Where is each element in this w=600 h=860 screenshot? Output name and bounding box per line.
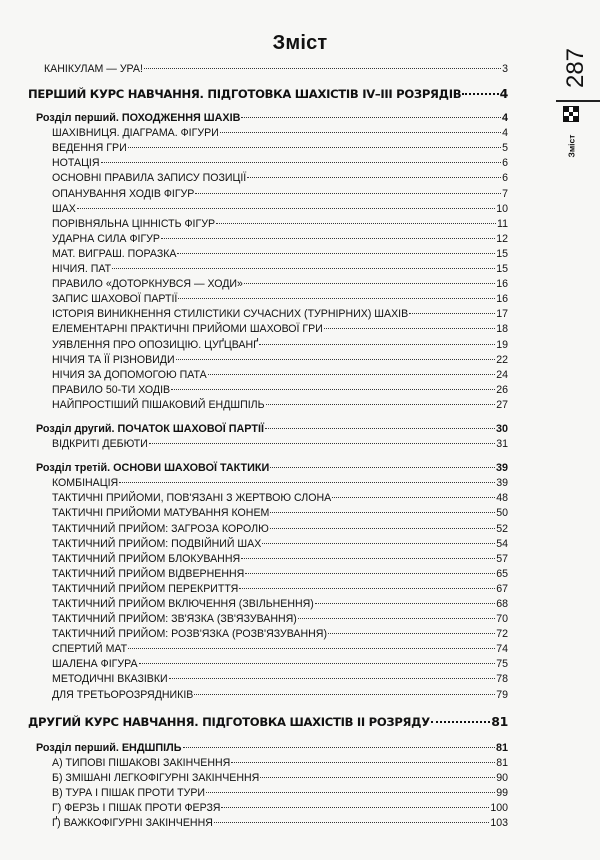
toc-item[interactable] xyxy=(28,672,508,687)
entry-page: 31 xyxy=(496,438,508,451)
toc-item[interactable] xyxy=(28,292,508,307)
dot-leader xyxy=(177,253,495,254)
entry-title: ЗАПИС ШАХОВОЇ ПАРТІЇ xyxy=(52,293,178,306)
table-of-contents xyxy=(28,62,508,831)
dot-leader xyxy=(208,374,496,375)
toc-item[interactable] xyxy=(28,506,508,521)
dot-leader xyxy=(270,512,495,513)
dot-leader xyxy=(195,193,501,194)
dot-leader xyxy=(128,147,501,148)
entry-page: 19 xyxy=(496,338,508,351)
dot-leader xyxy=(128,648,495,649)
toc-section-p1s3[interactable] xyxy=(28,461,508,476)
entry-page: 70 xyxy=(496,613,508,626)
entry-page: 15 xyxy=(496,263,508,276)
dot-leader xyxy=(161,238,495,239)
section-page: 30 xyxy=(495,422,508,435)
part-page: 4 xyxy=(499,86,508,102)
toc-item[interactable] xyxy=(28,756,508,771)
entry-title: ТАКТИЧНИЙ ПРИЙОМ: РОЗВ'ЯЗКА (РОЗВ'ЯЗУВАННЯ) xyxy=(52,628,327,641)
toc-item[interactable] xyxy=(28,627,508,642)
entry-title: НАЙПРОСТІШИЙ ПІШАКОВИЙ ЕНДШПІЛЬ xyxy=(52,398,265,411)
section-items-p1s1 xyxy=(28,126,508,413)
entry-title: ПРАВИЛО «ДОТОРКНУВСЯ — ХОДИ» xyxy=(52,278,243,291)
toc-item[interactable] xyxy=(28,232,508,247)
entry-page: 26 xyxy=(496,383,508,396)
entry-page: 103 xyxy=(490,817,508,830)
toc-item[interactable] xyxy=(28,522,508,537)
dot-leader xyxy=(431,721,490,723)
entry-title: УДАРНА СИЛА ФІГУР xyxy=(52,232,160,245)
entry-title: ТАКТИЧНІ ПРИЙОМИ, ПОВ'ЯЗАНІ З ЖЕРТВОЮ СЛОНА xyxy=(52,492,332,505)
entry-title: ІСТОРІЯ ВИНИКНЕННЯ СТИЛІСТИКИ СУЧАСНИХ (ТУРНІРНИХ) ШАХІВ xyxy=(52,308,409,321)
entry-page: 72 xyxy=(496,628,508,641)
dot-leader xyxy=(101,162,502,163)
dot-leader xyxy=(241,117,501,118)
toc-item[interactable] xyxy=(28,353,508,368)
entry-title: ТАКТИЧНИЙ ПРИЙОМ ВКЛЮЧЕННЯ (ЗВІЛЬНЕННЯ) xyxy=(52,598,314,610)
entry-title: УЯВЛЕННЯ ПРО ОПОЗИЦІЮ. ЦУҐЦВАНҐ xyxy=(52,338,259,351)
dot-leader xyxy=(270,467,495,468)
toc-item[interactable] xyxy=(28,322,508,337)
entry-page: 24 xyxy=(496,368,508,381)
dot-leader xyxy=(216,223,496,224)
page-edge-tab xyxy=(556,40,596,180)
part-title: ПЕРШИЙ КУРС НАВЧАННЯ. ПІДГОТОВКА ШАХІСТІВ IV–III РОЗРЯДІВ xyxy=(28,87,462,102)
entry-page: 79 xyxy=(496,688,508,701)
entry-page: 67 xyxy=(496,582,508,595)
toc-item[interactable] xyxy=(28,247,508,262)
dot-leader xyxy=(183,747,495,748)
entry-title: Ґ) ВАЖКОФІГУРНІ ЗАКІНЧЕННЯ xyxy=(52,817,213,830)
section-title: Розділ перший. ПОХОДЖЕННЯ ШАХІВ xyxy=(36,112,241,125)
entry-title: ТАКТИЧНИЙ ПРИЙОМ: ЗВ'ЯЗКА (ЗВ'ЯЗУВАННЯ) xyxy=(52,613,297,626)
toc-item[interactable] xyxy=(28,491,508,506)
entry-title: НІЧИЯ. ПАТ xyxy=(52,263,112,276)
dot-leader xyxy=(239,588,495,589)
dot-leader xyxy=(244,283,495,284)
entry-page: 17 xyxy=(496,308,508,321)
section-page: 4 xyxy=(501,112,508,125)
entry-title: ТАКТИЧНИЙ ПРИЙОМ: ПОДВІЙНИЙ ШАХ xyxy=(52,537,262,550)
section-title: Розділ перший. ЕНДШПІЛЬ xyxy=(36,741,182,754)
entry-page: 4 xyxy=(502,127,508,140)
entry-title: В) ТУРА І ПІШАК ПРОТИ ТУРИ xyxy=(52,786,206,799)
part-page: 81 xyxy=(491,713,508,729)
toc-item[interactable] xyxy=(28,597,508,612)
dot-leader xyxy=(178,298,495,299)
dot-leader xyxy=(259,344,495,345)
entry-page: 65 xyxy=(496,567,508,580)
toc-section-p1s2[interactable] xyxy=(28,422,508,437)
dot-leader xyxy=(245,573,495,574)
toc-item[interactable] xyxy=(28,217,508,232)
dot-leader xyxy=(119,482,495,483)
page-title: Зміст xyxy=(272,32,328,54)
toc-item[interactable] xyxy=(28,202,508,217)
entry-title: ТАКТИЧНИЙ ПРИЙОМ ВІДВЕРНЕННЯ xyxy=(52,567,245,580)
dot-leader xyxy=(262,543,495,544)
dot-leader xyxy=(266,404,496,405)
toc-item[interactable] xyxy=(28,187,508,202)
toc-item[interactable] xyxy=(28,307,508,322)
entry-title: ТАКТИЧНИЙ ПРИЙОМ БЛОКУВАННЯ xyxy=(52,552,241,565)
entry-title: А) ТИПОВІ ПІШАКОВІ ЗАКІНЧЕННЯ xyxy=(52,756,231,769)
entry-page: 68 xyxy=(496,598,508,610)
toc-item[interactable] xyxy=(28,126,508,141)
section-items-p2s1 xyxy=(28,756,508,831)
toc-item[interactable] xyxy=(28,657,508,672)
entry-page: 3 xyxy=(502,63,508,75)
toc-part-1[interactable] xyxy=(28,84,508,104)
entry-page: 90 xyxy=(496,771,508,784)
entry-page: 15 xyxy=(496,247,508,260)
entry-title: ЕЛЕМЕНТАРНІ ПРАКТИЧНІ ПРИЙОМИ ШАХОВОЇ ГРИ xyxy=(52,323,323,336)
entry-page: 39 xyxy=(496,477,508,490)
dot-leader xyxy=(298,618,495,619)
entry-title: МЕТОДИЧНІ ВКАЗІВКИ xyxy=(52,673,168,686)
entry-page: 6 xyxy=(502,172,508,185)
entry-page: 5 xyxy=(502,142,508,155)
toc-item[interactable] xyxy=(28,171,508,186)
section-items-p1s2 xyxy=(28,437,508,452)
entry-page: 27 xyxy=(496,398,508,411)
section-items-p1s3 xyxy=(28,476,508,702)
dot-leader xyxy=(144,68,501,69)
section-page: 39 xyxy=(495,462,508,475)
dot-leader xyxy=(77,208,495,209)
dot-leader xyxy=(265,428,495,429)
entry-title: МАТ. ВИГРАШ. ПОРАЗКА xyxy=(52,247,177,260)
toc-item[interactable] xyxy=(28,688,508,703)
entry-title: СПЕРТИЙ МАТ xyxy=(52,643,128,656)
entry-page: 52 xyxy=(496,522,508,535)
toc-item[interactable] xyxy=(28,552,508,567)
dot-leader xyxy=(332,497,495,498)
toc-item[interactable] xyxy=(28,277,508,292)
entry-title: ПРАВИЛО 50-ТИ ХОДІВ xyxy=(52,383,171,396)
toc-item[interactable] xyxy=(28,156,508,171)
entry-title: ШАЛЕНА ФІГУРА xyxy=(52,658,138,671)
toc-item[interactable] xyxy=(28,567,508,582)
page-number: 287 xyxy=(562,47,590,89)
dot-leader xyxy=(139,663,496,664)
side-label: Зміст xyxy=(566,134,576,158)
dot-leader xyxy=(112,268,495,269)
entry-title: НОТАЦІЯ xyxy=(52,157,100,170)
toc-item[interactable] xyxy=(28,537,508,552)
entry-title: ТАКТИЧНИЙ ПРИЙОМ: ЗАГРОЗА КОРОЛЮ xyxy=(52,522,269,535)
toc-item[interactable] xyxy=(28,642,508,657)
entry-page: 50 xyxy=(496,507,508,520)
entry-title: КОМБІНАЦІЯ xyxy=(52,477,119,490)
dot-leader xyxy=(221,807,489,808)
divider xyxy=(556,100,600,102)
toc-item[interactable] xyxy=(28,786,508,801)
entry-page: 74 xyxy=(496,643,508,656)
toc-section-p1s1[interactable] xyxy=(28,111,508,126)
entry-page: 57 xyxy=(496,552,508,565)
toc-item[interactable] xyxy=(28,612,508,627)
entry-title: ОПАНУВАННЯ ХОДІВ ФІГУР xyxy=(52,187,195,200)
entry-title: НІЧИЯ ЗА ДОПОМОГОЮ ПАТА xyxy=(52,368,207,381)
entry-title: ВЕДЕННЯ ГРИ xyxy=(52,142,127,155)
dot-leader xyxy=(231,762,495,763)
toc-item[interactable] xyxy=(28,338,508,353)
dot-leader xyxy=(194,694,495,695)
entry-page: 18 xyxy=(496,323,508,336)
dot-leader xyxy=(409,313,495,314)
entry-page: 78 xyxy=(496,673,508,686)
dot-leader xyxy=(214,822,489,823)
entry-page: 10 xyxy=(496,202,508,215)
dot-leader xyxy=(260,777,495,778)
entry-title: ТАКТИЧНИЙ ПРИЙОМ ПЕРЕКРИТТЯ xyxy=(52,582,239,595)
entry-page: 11 xyxy=(497,217,508,230)
entry-title: ПОРІВНЯЛЬНА ЦІННІСТЬ ФІГУР xyxy=(52,217,216,230)
section-title: Розділ третій. ОСНОВИ ШАХОВОЇ ТАКТИКИ xyxy=(36,462,270,475)
toc-item[interactable] xyxy=(28,801,508,816)
entry-page: 81 xyxy=(496,756,508,769)
entry-page: 22 xyxy=(496,353,508,366)
dot-leader xyxy=(315,603,495,604)
entry-title: ДЛЯ ТРЕТЬОРОЗРЯДНИКІВ xyxy=(52,688,194,701)
toc-item[interactable] xyxy=(28,141,508,156)
section-page: 81 xyxy=(495,741,508,754)
dot-leader xyxy=(171,389,495,390)
dot-leader xyxy=(324,328,495,329)
entry-title: Г) ФЕРЗЬ І ПІШАК ПРОТИ ФЕРЗЯ xyxy=(52,802,221,815)
entry-title: НІЧИЯ ТА ЇЇ РІЗНОВИДИ xyxy=(52,353,175,366)
toc-entry-intro[interactable] xyxy=(28,62,508,77)
dot-leader xyxy=(247,177,501,178)
entry-page: 99 xyxy=(496,786,508,799)
entry-title: ТАКТИЧНІ ПРИЙОМИ МАТУВАННЯ КОНЕМ xyxy=(52,507,270,520)
dot-leader xyxy=(149,443,495,444)
entry-page: 16 xyxy=(496,278,508,291)
dot-leader xyxy=(270,528,495,529)
toc-item[interactable] xyxy=(28,582,508,597)
dot-leader xyxy=(462,93,498,95)
entry-page: 100 xyxy=(490,802,508,815)
toc-section-p2s1[interactable] xyxy=(28,741,508,756)
entry-title: ВІДКРИТІ ДЕБЮТИ xyxy=(52,438,148,451)
entry-title: ШАХІВНИЦЯ. ДІАГРАМА. ФІГУРИ xyxy=(52,127,219,140)
dot-leader xyxy=(176,359,496,360)
toc-part-2[interactable] xyxy=(28,712,508,732)
dot-leader xyxy=(169,678,496,679)
entry-title: КАНІКУЛАМ — УРА! xyxy=(44,63,143,75)
toc-item[interactable] xyxy=(28,262,508,277)
toc-item[interactable] xyxy=(28,816,508,831)
toc-item[interactable] xyxy=(28,437,508,452)
entry-page: 54 xyxy=(496,537,508,550)
entry-title: ШАХ xyxy=(52,202,76,215)
entry-page: 7 xyxy=(502,187,508,200)
entry-page: 16 xyxy=(496,293,508,306)
part-title: ДРУГИЙ КУРС НАВЧАННЯ. ПІДГОТОВКА ШАХІСТІВ II РОЗРЯДУ xyxy=(28,714,430,729)
dot-leader xyxy=(328,633,495,634)
toc-item[interactable] xyxy=(28,771,508,786)
entry-title: Б) ЗМІШАНІ ЛЕГКОФІГУРНІ ЗАКІНЧЕННЯ xyxy=(52,771,260,784)
entry-title: ОСНОВНІ ПРАВИЛА ЗАПИСУ ПОЗИЦІЇ xyxy=(52,172,247,185)
entry-page: 6 xyxy=(502,157,508,170)
toc-item[interactable] xyxy=(28,368,508,383)
dot-leader xyxy=(241,558,495,559)
dot-leader xyxy=(220,132,501,133)
toc-item[interactable] xyxy=(28,383,508,398)
dot-leader xyxy=(206,792,495,793)
toc-item[interactable] xyxy=(28,476,508,491)
chessboard-icon xyxy=(563,106,579,122)
section-title: Розділ другий. ПОЧАТОК ШАХОВОЇ ПАРТІЇ xyxy=(36,422,264,435)
entry-page: 75 xyxy=(496,658,508,671)
entry-page: 12 xyxy=(496,232,508,245)
entry-page: 48 xyxy=(496,492,508,505)
toc-item[interactable] xyxy=(28,398,508,413)
